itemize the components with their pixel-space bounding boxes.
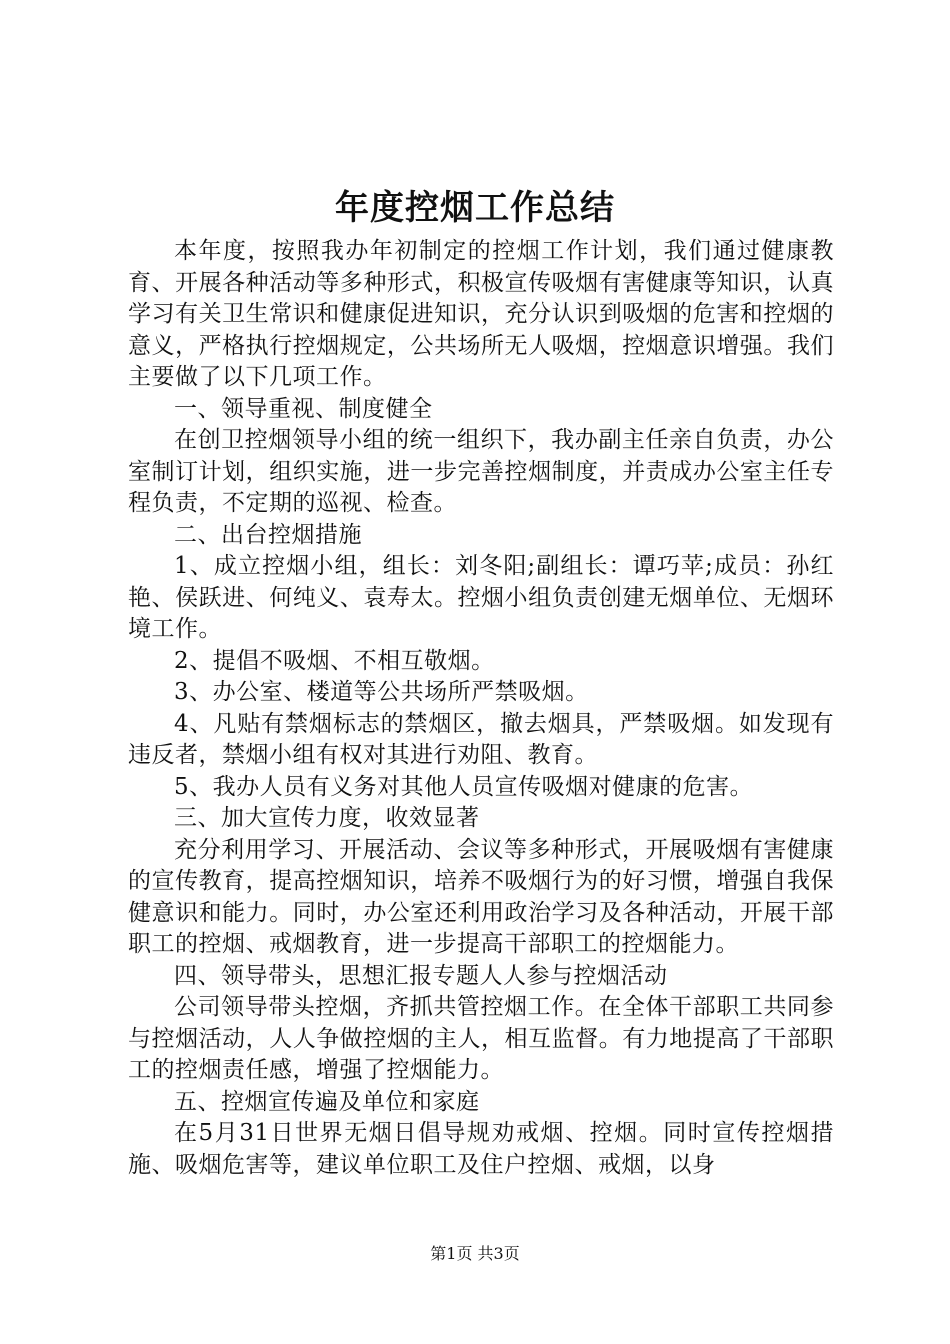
section-heading-2: 二、出台控烟措施	[174, 521, 362, 548]
measure-item-5: 5、我办人员有义务对其他人员宣传吸烟对健康的危害。	[174, 773, 754, 800]
measure-item-4: 4、凡贴有禁烟标志的禁烟区，撤去烟具，严禁吸烟。如发现有违反者，禁烟小组有权对其进行劝阻、教育。	[128, 710, 834, 768]
section-heading-1: 一、领导重视、制度健全	[174, 395, 433, 422]
section-heading-4: 四、领导带头，思想汇报专题人人参与控烟活动	[174, 962, 668, 989]
page-number-footer: 第1页 共3页	[430, 1244, 520, 1263]
section-1-paragraph: 在创卫控烟领导小组的统一组织下，我办副主任亲自负责，办公室制订计划，组织实施，进一步完善控烟制度，并责成办公室主任专程负责，不定期的巡视、检查。	[128, 427, 834, 516]
intro-paragraph: 本年度，按照我办年初制定的控烟工作计划，我们通过健康教育、开展各种活动等多种形式，积极宣传吸烟有害健康等知识，认真学习有关卫生常识和健康促进知识，充分认识到吸烟的危害和控烟的意义，严格执行控烟规定，公共场所无人吸烟，控烟意识增强。我们主要做了以下几项工作。	[128, 238, 834, 390]
section-5-paragraph: 在5月31日世界无烟日倡导规劝戒烟、控烟。同时宣传控烟措施、吸烟危害等，建议单位职工及住户控烟、戒烟，以身	[128, 1120, 834, 1178]
measure-item-2: 2、提倡不吸烟、不相互敬烟。	[174, 647, 495, 674]
section-heading-5: 五、控烟宣传遍及单位和家庭	[174, 1088, 480, 1115]
document-title: 年度控烟工作总结	[335, 188, 615, 228]
section-3-paragraph: 充分利用学习、开展活动、会议等多种形式，开展吸烟有害健康的宣传教育，提高控烟知识，培养不吸烟行为的好习惯，增强自我保健意识和能力。同时，办公室还利用政治学习及各种活动，开展干部职工的控烟、戒烟教育，进一步提高干部职工的控烟能力。	[128, 836, 834, 957]
measure-item-3: 3、办公室、楼道等公共场所严禁吸烟。	[174, 679, 589, 705]
section-4-paragraph: 公司领导带头控烟，齐抓共管控烟工作。在全体干部职工共同参与控烟活动，人人争做控烟的主人，相互监督。有力地提高了干部职工的控烟责任感，增强了控烟能力。	[128, 994, 834, 1083]
document-body	[128, 236, 834, 1181]
section-heading-3: 三、加大宣传力度，收效显著	[174, 805, 480, 831]
measure-item-1: 1、成立控烟小组，组长：刘冬阳;副组长：谭巧苹;成员：孙红艳、侯跃进、何纯义、袁寿太。控烟小组负责创建无烟单位、无烟环境工作。	[128, 553, 834, 642]
